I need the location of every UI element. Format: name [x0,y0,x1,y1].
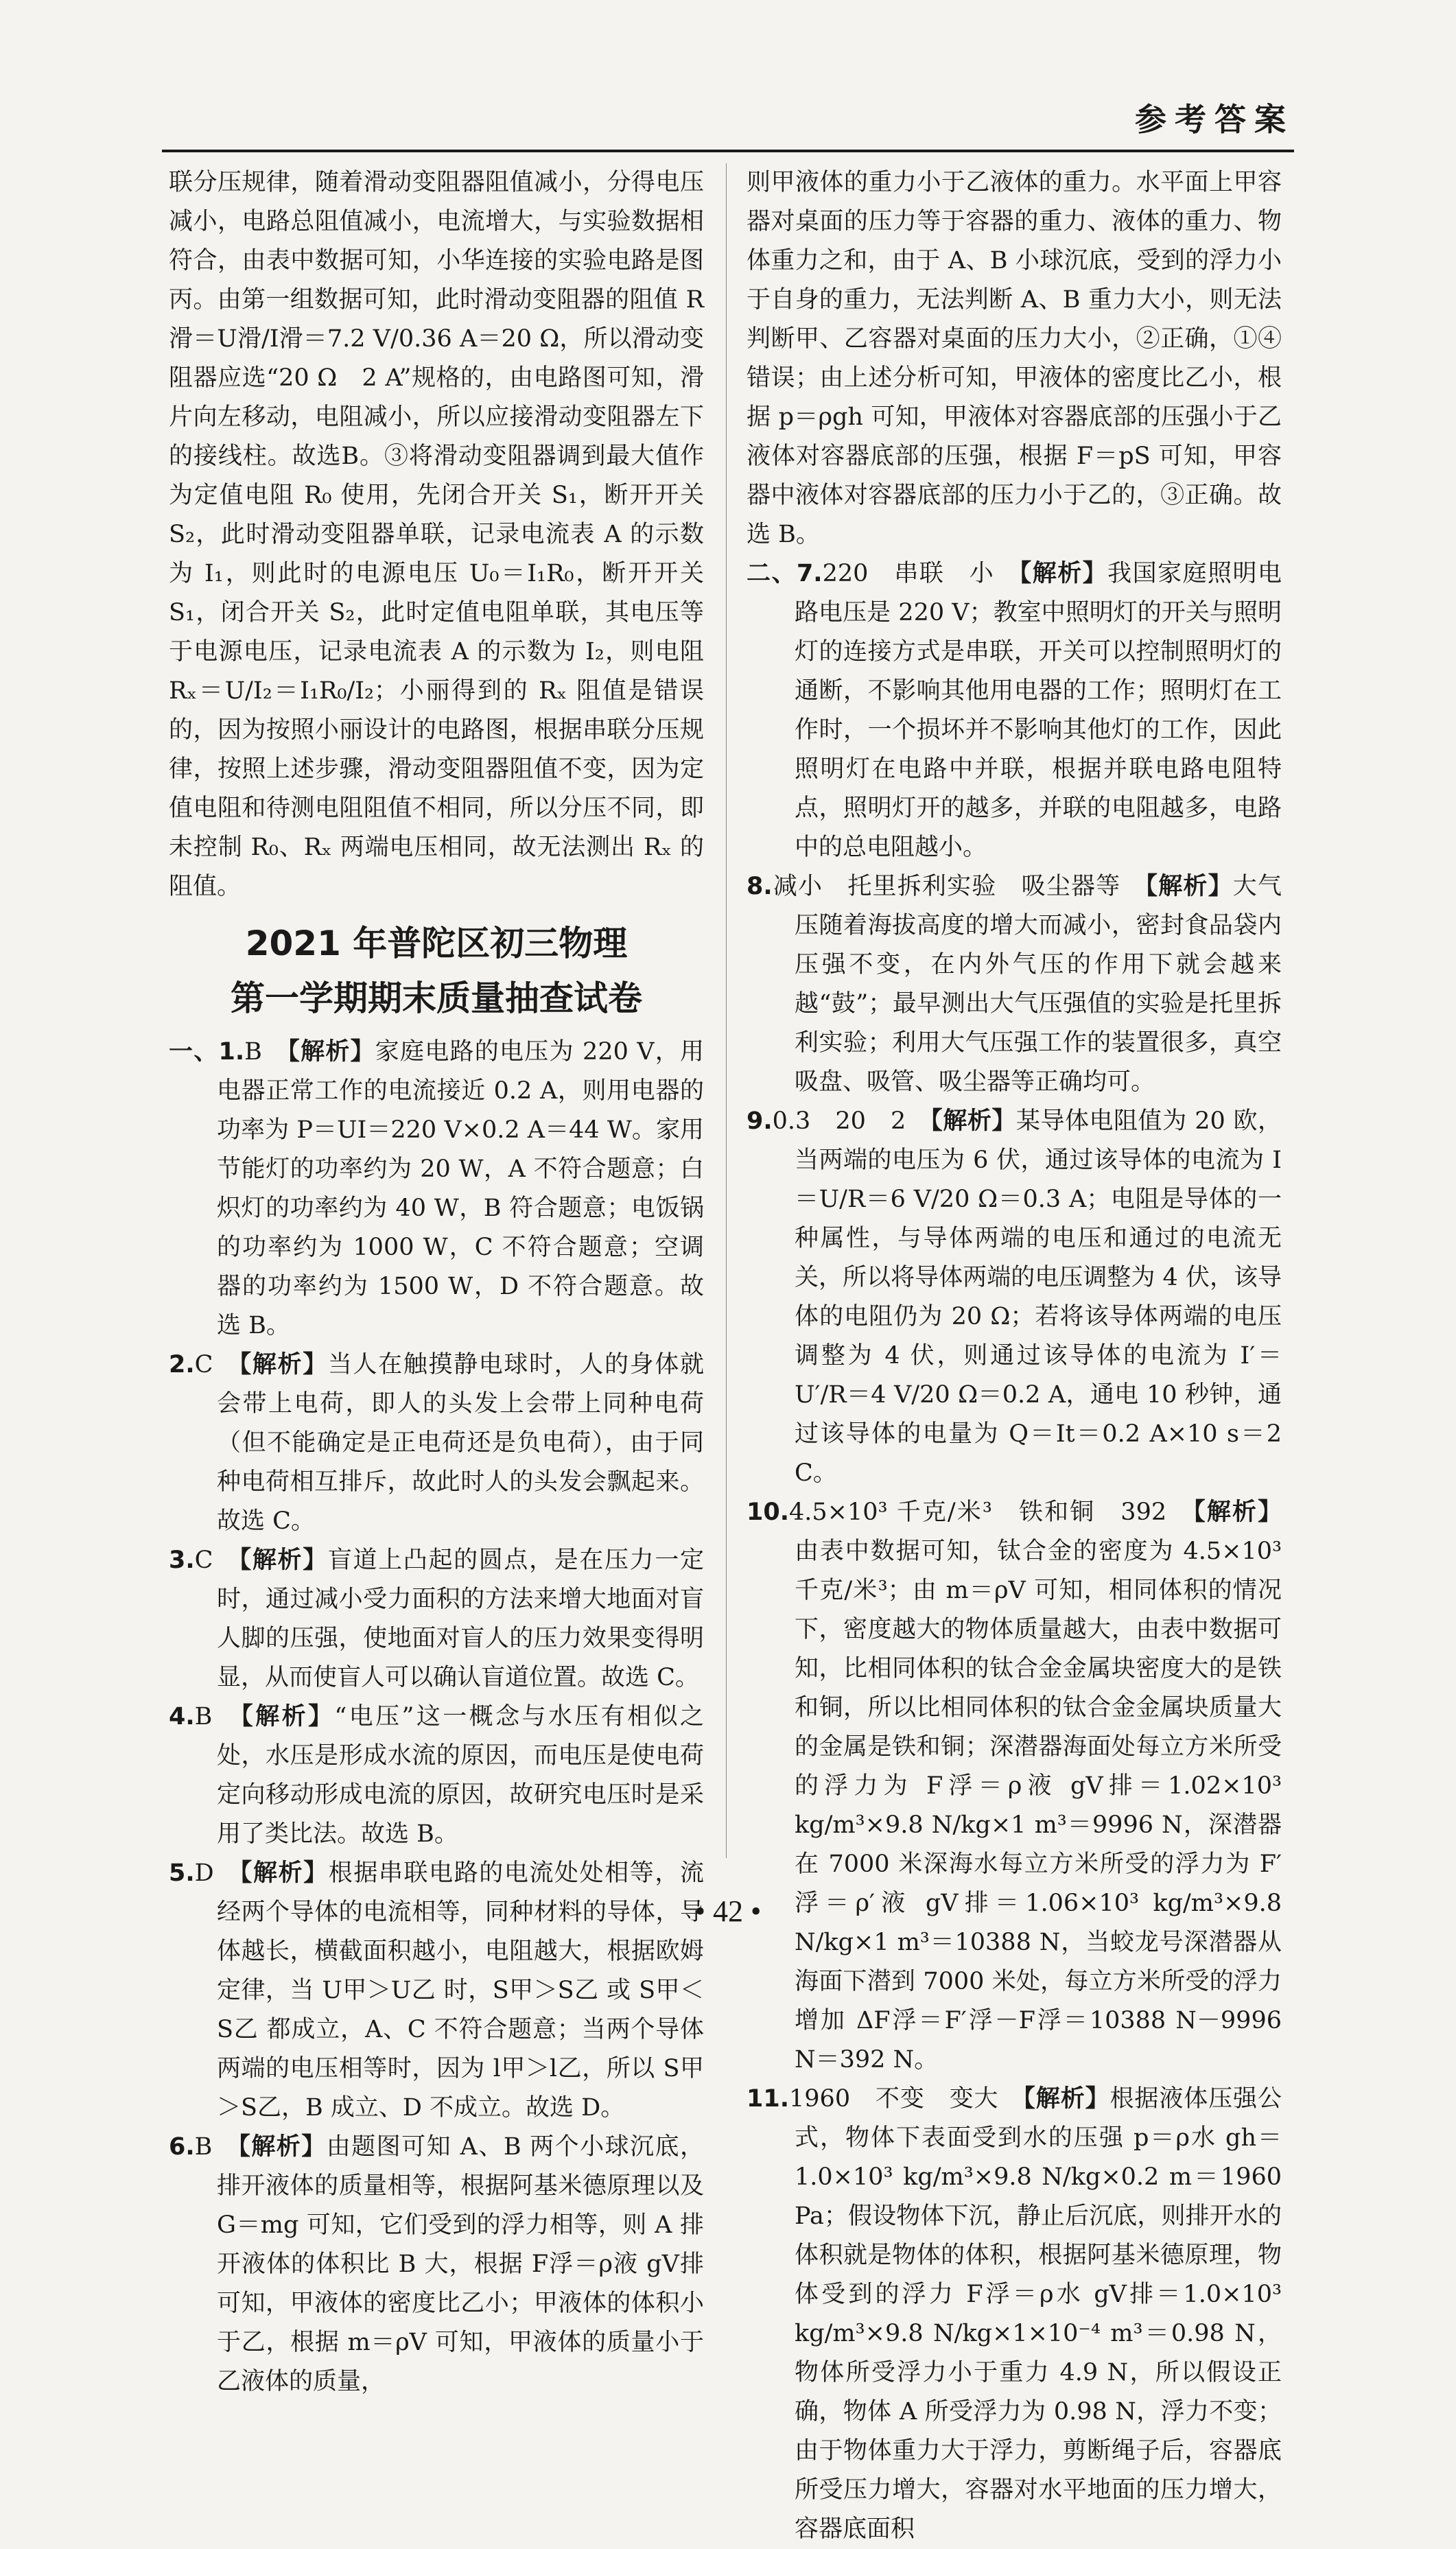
right-answer-list [747,554,1282,2549]
answer-item [169,1033,704,1346]
answer-value: B [244,1038,262,1066]
answer-item [747,1102,1282,1493]
answer-item [747,1493,1282,2080]
page-number: • 42 • [694,1894,762,1928]
right-column [747,163,1282,2549]
answer-item [169,1346,704,1541]
answer-value: C [194,1547,213,1574]
analysis-tag: 【解析】 [1145,873,1233,900]
analysis-text: 由表中数据可知，钛合金的密度为 4.5×10³ 千克/米³；由 m＝ρV 可知，相同体积的情况下，密度越大的物体质量越大，由表中数据可知，比相同体积的钛合金金属块密度大的是铁和铜，所以比相同体积的钛合金金属块质量大的金属是铁和铜；深潜器海面处每立方米所受的浮力为 F浮＝ρ液 gV排＝1.02×10³ kg/m³×9.8 N/kg×1 m³＝9996 N，深潜器在 7000 米深海水每立方米所受的浮力为 F′浮＝ρ′液 gV排＝1.06×10³ kg/m³×9.8 N/kg×1 m³＝10388 N，当蛟龙号深潜器从海面下潜到 7000 米处，每立方米所受的浮力增加 ΔF浮＝F′浮－F浮＝10388 N－9996 N＝392 N。 [795,1538,1282,2074]
answer-number: 5. [169,1859,195,1887]
answer-number: 8. [747,873,773,900]
analysis-text: “电压”这一概念与水压有相似之处，水压是形成水流的原因，而电压是使电荷定向移动形成电流的原因，故研究电压时是采用了类比法。故选 B。 [217,1703,704,1848]
analysis-tag: 【解析】 [1023,2085,1110,2113]
analysis-tag: 【解析】 [239,1547,328,1574]
analysis-tag: 【解析】 [930,1107,1016,1135]
answer-item [747,867,1282,1102]
answer-value: 1960 不变 变大 [789,2085,999,2113]
answer-value: B [194,2133,213,2161]
answer-number: 6. [169,2133,195,2161]
answer-value: C [194,1351,213,1378]
left-intro-paragraph: 联分压规律，随着滑动变阻器阻值减小，分得电压减小，电路总阻值减小，电流增大，与实验数据相符合，由表中数据可知，小华连接的实验电路是图丙。由第一组数据可知，此时滑动变阻器的阻值 R滑＝U滑/I滑＝7.2 V/0.36 A＝20 Ω，所以滑动变阻器应选“20 Ω 2 A”规格的，由电路图可知，滑片向左移动，电阻减小，所以应接滑动变阻器左下的接线柱。故选B。③将滑动变阻器调到最大值作为定值电阻 R₀ 使用，先闭合开关 S₁，断开开关 S₂，此时滑动变阻器单联，记录电流表 A 的示数为 I₁，则此时的电源电压 U₀＝I₁R₀，断开开关 S₁，闭合开关 S₂，此时定值电阻单联，其电压等于电源电压，记录电流表 A 的示数为 I₂，则电阻 Rₓ＝U/I₂＝I₁R₀/I₂；小丽得到的 Rₓ 阻值是错误的，因为按照小丽设计的电路图，根据串联分压规律，按照上述步骤，滑动变阻器阻值不变，因为定值电阻和待测电阻阻值不相同，所以分压不同，即未控制 R₀、Rₓ 两端电压相同，故无法测出 Rₓ 的阻值。 [169,169,704,900]
section-title-line-1: 2021 年普陀区初三物理 [245,924,628,963]
answer-item [169,1541,704,1698]
answer-value: B [194,1703,213,1730]
answer-number: 2. [169,1351,195,1378]
analysis-tag: 【解析】 [238,2133,327,2161]
analysis-tag: 【解析】 [1019,560,1108,587]
answer-value: 减小 托里拆利实验 吸尘器等 [772,873,1121,900]
answer-number: 二、7. [747,560,823,587]
left-answer-list [169,1033,704,2401]
analysis-tag: 【解析】 [241,1703,335,1730]
answer-value: 0.3 20 2 [772,1107,906,1135]
analysis-tag: 【解析】 [239,1859,329,1887]
column-divider [726,163,727,1858]
analysis-tag: 【解析】 [1193,1499,1282,1526]
page-header-title: 参考答案 [1135,101,1294,138]
answer-value: D [194,1859,214,1887]
answer-item [169,1698,704,1854]
analysis-tag: 【解析】 [239,1351,328,1378]
section-title [169,916,704,1026]
analysis-text: 盲道上凸起的圆点，是在压力一定时，通过减小受力面积的方法来增大地面对盲人脚的压强，使地面对盲人的压力效果变得明显，从而使盲人可以确认盲道位置。故选 C。 [217,1547,704,1691]
analysis-text: 某导体电阻值为 20 欧，当两端的电压为 6 伏，通过该导体的电流为 I＝U/R＝6 V/20 Ω＝0.3 A；电阻是导体的一种属性，与导体两端的电压和通过的电流无关，所以将导体两端的电压调整为 4 伏，该导体的电阻仍为 20 Ω；若将该导体两端的电压调整为 4 伏，则通过该导体的电流为 I′＝U′/R＝4 V/20 Ω＝0.2 A，通电 10 秒钟，通过该导体的电量为 Q＝It＝0.2 A×10 s＝2 C。 [795,1107,1282,1487]
answer-value: 220 串联 小 [822,560,995,587]
analysis-text: 大气压随着海拔高度的增大而减小，密封食品袋内压强不变，在内外气压的作用下就会越来越“鼓”；最早测出大气压强值的实验是托里拆利实验；利用大气压强工作的装置很多，真空吸盘、吸管、吸尘器等正确均可。 [795,873,1282,1096]
answer-number: 3. [169,1547,195,1574]
section-title-line-2: 第一学期期末质量抽查试卷 [231,978,642,1018]
analysis-text: 当人在触摸静电球时，人的身体就会带上电荷，即人的头发上会带上同种电荷（但不能确定是正电荷还是负电荷），由于同种电荷相互排斥，故此时人的头发会飘起来。故选 C。 [217,1351,704,1535]
analysis-text: 我国家庭照明电路电压是 220 V；教室中照明灯的开关与照明灯的连接方式是串联，开关可以控制照明灯的通断，不影响其他用电器的工作；照明灯在工作时，一个损坏并不影响其他灯的工作，因此照明灯在电路中并联，根据并联电路电阻特点，照明灯开的越多，并联的电阻越多，电路中的总电阻越小。 [795,560,1282,861]
left-column [169,163,704,2401]
answer-number: 一、1. [169,1038,245,1066]
analysis-text: 根据串联电路的电流处处相等，流经两个导体的电流相等，同种材料的导体，导体越长，横截面积越小，电阻越大，根据欧姆定律，当 U甲＞U乙 时，S甲＞S乙 或 S甲＜S乙 都成立，A、C 不符合题意；当两个导体两端的电压相等时，因为 l甲＞l乙，所以 S甲＞S乙，B 成立、D 不成立。故选 D。 [217,1859,704,2122]
answer-value: 4.5×10³ 千克/米³ 铁和铜 392 [789,1499,1167,1526]
answer-number: 11. [747,2085,790,2113]
header-rule [162,150,1294,152]
answer-item [747,554,1282,867]
right-intro-paragraph: 则甲液体的重力小于乙液体的重力。水平面上甲容器对桌面的压力等于容器的重力、液体的重力、物体重力之和，由于 A、B 小球沉底，受到的浮力小于自身的重力，无法判断 A、B 重力大小，则无法判断甲、乙容器对桌面的压力大小，②正确，①④错误；由上述分析可知，甲液体的密度比乙小，根据 p＝ρgh 可知，甲液体对容器底部的压强小于乙液体对容器底部的压强，根据 F＝pS 可知，甲容器中液体对容器底部的压力小于乙的，③正确。故选 B。 [747,169,1282,548]
answer-number: 10. [747,1499,790,1526]
answer-item [747,2080,1282,2549]
analysis-text: 根据液体压强公式，物体下表面受到水的压强 p＝ρ水 gh＝1.0×10³ kg/m³×9.8 N/kg×0.2 m＝1960 Pa；假设物体下沉，静止后沉底，则排开水的体积就是物体的体积，根据阿基米德原理，物体受到的浮力 F浮＝ρ水 gV排＝1.0×10³ kg/m³×9.8 N/kg×1×10⁻⁴ m³＝0.98 N，物体所受浮力小于重力 4.9 N，所以假设正确，物体 A 所受浮力为 0.98 N，浮力不变；由于物体重力大于浮力，剪断绳子后，容器底所受压力增大，容器对水平地面的压力增大，容器底面积 [795,2085,1282,2543]
analysis-text: 由题图可知 A、B 两个小球沉底，排开液体的质量相等，根据阿基米德原理以及 G＝mg 可知，它们受到的浮力相等，则 A 排开液体的体积比 B 大，根据 F浮＝ρ液 gV排 可知，甲液体的密度比乙小；甲液体的体积小于乙，根据 m＝ρV 可知，甲液体的质量小于乙液体的质量， [217,2133,704,2395]
answer-item [169,2128,704,2401]
answer-number: 4. [169,1703,195,1730]
analysis-text: 家庭电路的电压为 220 V，用电器正常工作的电流接近 0.2 A，则用电器的功率为 P＝UI＝220 V×0.2 A＝44 W。家用节能灯的功率约为 20 W，A 不符合题意；白炽灯的功率约为 40 W，B 符合题意；电饭锅的功率约为 1000 W，C 不符合题意；空调器的功率约为 1500 W，D 不符合题意。故选 B。 [217,1038,704,1339]
analysis-tag: 【解析】 [287,1038,375,1066]
answer-number: 9. [747,1107,773,1135]
